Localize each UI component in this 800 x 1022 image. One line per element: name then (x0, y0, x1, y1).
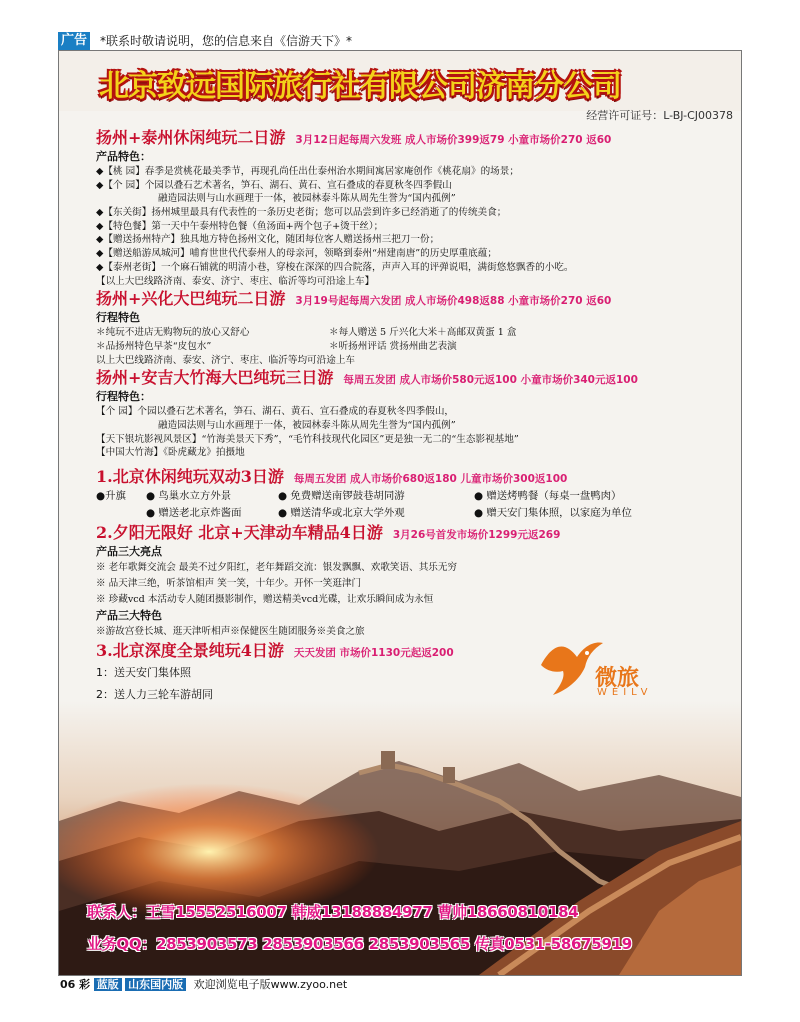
tour5-line: ※ 品天津三绝，听茶馆相声 笑一笑，十年少。开怀一笑逛津门 (96, 578, 362, 589)
tour1-line: ◆【赠送扬州特产】独具地方特色扬州文化，随团每位客人赠送扬州三把刀一份； (96, 234, 440, 246)
tour1-line: ◆【个 园】个园以叠石艺术著名，笋石、湖石、黄石、宣石叠成的春夏秋冬四季假山 (96, 179, 452, 191)
tour5-feature: ※游故宫登长城、逛天津听相声※保健医生随团服务※美食之旅 (96, 626, 365, 637)
tour4-item: ● 免费赠送南锣鼓巷胡同游 (278, 490, 405, 502)
tour5-line: ※ 珍藏vcd 本活动专人随团摄影制作，赠送精美vcd光碟，让欢乐瞬间成为永恒 (96, 594, 434, 605)
brand-name: 微旅 (595, 666, 640, 691)
tour4-item: ●升旗 (96, 490, 126, 502)
tour4-item: ● 赠送清华或北京大学外观 (278, 507, 405, 519)
color-tag: 蓝版 (94, 978, 122, 991)
tour4-header (96, 466, 736, 488)
tour4-item: ● 赠天安门集体照，以家庭为单位 (474, 507, 632, 519)
ad-note: *联系时敬请说明，您的信息来自《信游天下》* (100, 34, 353, 48)
tour1-line: ◆【东关街】扬州城里最具有代表性的一条历史老街；您可以品尝到许多已经消逝了的传统美食； (96, 207, 507, 219)
tour1-line: ◆【泰州老街】一个麻石铺就的明清小巷，穿梭在深深的四合院落，声声入耳的评弹说唱，满街悠悠飘香的小吃。 (96, 261, 574, 273)
tour2-feature: ＊每人赠送 5 斤兴化大米＋高邮双黄蛋 1 盒 (329, 327, 517, 339)
tour5-section: 产品三大特色 (96, 609, 162, 622)
tour4-item: ● 赠送老北京炸酱面 (146, 507, 242, 519)
ad-bar (0, 0, 800, 52)
tour1-line: ◆【特色餐】第一天中午泰州特色餐（鱼汤面+两个包子+烫干丝）； (96, 220, 384, 232)
tour3-line: 【中国大竹海】《卧虎藏龙》拍摄地 (96, 447, 245, 459)
business-line: 业务QQ：2853903573 2853903566 2853903565 传真0531-58675919 (87, 935, 632, 953)
contact-line: 联系人：王雪15552516007 韩威13188884977 曹帅18660810184 (87, 903, 579, 921)
page-number: 06 彩 (60, 978, 91, 991)
page-footer (60, 976, 347, 994)
footer-url: 欢迎浏览电子版www.zyoo.net (193, 978, 348, 991)
tour4-item: ● 鸟巢水立方外景 (146, 490, 232, 502)
tour5-header (96, 522, 736, 544)
tour1-line: 融造园法则与山水画理于一体，被园林泰斗陈从周先生誉为“国内孤例” (158, 193, 456, 205)
tour2-feature: ＊纯玩不进店无购物玩的放心又舒心 (96, 327, 250, 339)
tour1-meta: 3月12日起每周六发班 成人市场价399返79 小童市场价270 返60 (295, 134, 612, 146)
tour5-line: ※ 老年歌舞交流会 最美不过夕阳红，老年舞蹈交流：银发飘飘、欢歌笑语、其乐无穷 (96, 562, 458, 573)
tour4-row (96, 505, 736, 522)
advertisement-page (58, 50, 742, 976)
tour3-title: 扬州+安吉大竹海大巴纯玩三日游 (96, 368, 334, 388)
tour3-section: 行程特色： (96, 390, 151, 404)
tour2-row (96, 340, 736, 354)
tour4-meta: 每周五发团 成人市场价680返180 儿童市场价300返100 (293, 473, 568, 485)
edition-tag: 山东国内版 (125, 978, 186, 991)
tour4-row (96, 488, 736, 505)
tour1-header (96, 127, 736, 149)
tour1-line: 【以上大巴线路济南、泰安、济宁、枣庄、临沂等均可沿途上车】 (96, 275, 375, 287)
tour1-title: 扬州+泰州休闲纯玩二日游 (96, 128, 286, 147)
tour6-title: 3.北京深度全景纯玩4日游 (96, 641, 284, 660)
license-number: 经营许可证号：L-BJ-CJ00378 (586, 109, 733, 122)
tour3-line: 【天下银坑影视风景区】“竹海美景天下秀”，“毛竹科技现代化园区”更是独一无二的“生态影视基地” (96, 433, 519, 445)
ad-tag: 广告 (58, 32, 90, 50)
tour2-row (96, 326, 736, 340)
tour4-item: ● 赠送烤鸭餐（每桌一盘鸭肉） (474, 490, 622, 502)
tour6-item: 1：送天安门集体照 (96, 666, 191, 679)
tour5-section: 产品三大亮点 (96, 545, 162, 558)
tour3-header (96, 367, 736, 389)
tour2-feature: ＊品扬州特色早茶“皮包水” (96, 340, 212, 352)
tour6-item: 2：送人力三轮车游胡同 (96, 688, 213, 701)
tour3-line: 【个 园】个园以叠石艺术著名，笋石、湖石、黄石、宣石叠成的春夏秋冬四季假山， (96, 406, 455, 418)
tour2-section: 行程特色 (96, 311, 140, 325)
tour2-note: 以上大巴线路济南、泰安、济宁、枣庄、临沂等均可沿途上车 (96, 354, 356, 366)
company-name: 北京致远国际旅行社有限公司济南分公司 (99, 69, 621, 104)
tour1-section: 产品特色： (96, 150, 151, 163)
tour3-meta: 每周五发团 成人市场价580元返100 小童市场价340元返100 (343, 374, 638, 387)
tour5-meta: 3月26号首发市场价1299元返269 (392, 529, 561, 541)
tour5-title: 2.夕阳无限好 北京+天津动车精品4日游 (96, 523, 383, 542)
tour6-meta: 天天发团 市场价1130元起返200 (293, 647, 454, 659)
tour1-line: ◆【桃 园】春季是赏桃花最美季节，再现孔尚任出仕泰州治水期间寓居家庵创作《桃花扇》的场景； (96, 166, 519, 177)
tour2-feature: ＊听扬州评话 赏扬州曲艺表演 (329, 340, 457, 352)
tour2-meta: 3月19号起每周六发团 成人市场价498返88 小童市场价270 返60 (295, 295, 612, 308)
tour4-title: 1.北京休闲纯玩双动3日游 (96, 467, 284, 486)
tour3-line: 融造园法则与山水画理于一体，被园林泰斗陈从周先生誉为“国内孤例” (158, 419, 456, 431)
tour1-line: ◆【赠送船游凤城河】哺育世世代代泰州人的母亲河，领略到泰州“州建南唐”的历史厚重底蕴； (96, 248, 497, 260)
brand-latin: WEILV (597, 687, 653, 698)
tour2-title: 扬州+兴化大巴纯玩二日游 (96, 289, 286, 309)
tour2-header (96, 288, 736, 310)
